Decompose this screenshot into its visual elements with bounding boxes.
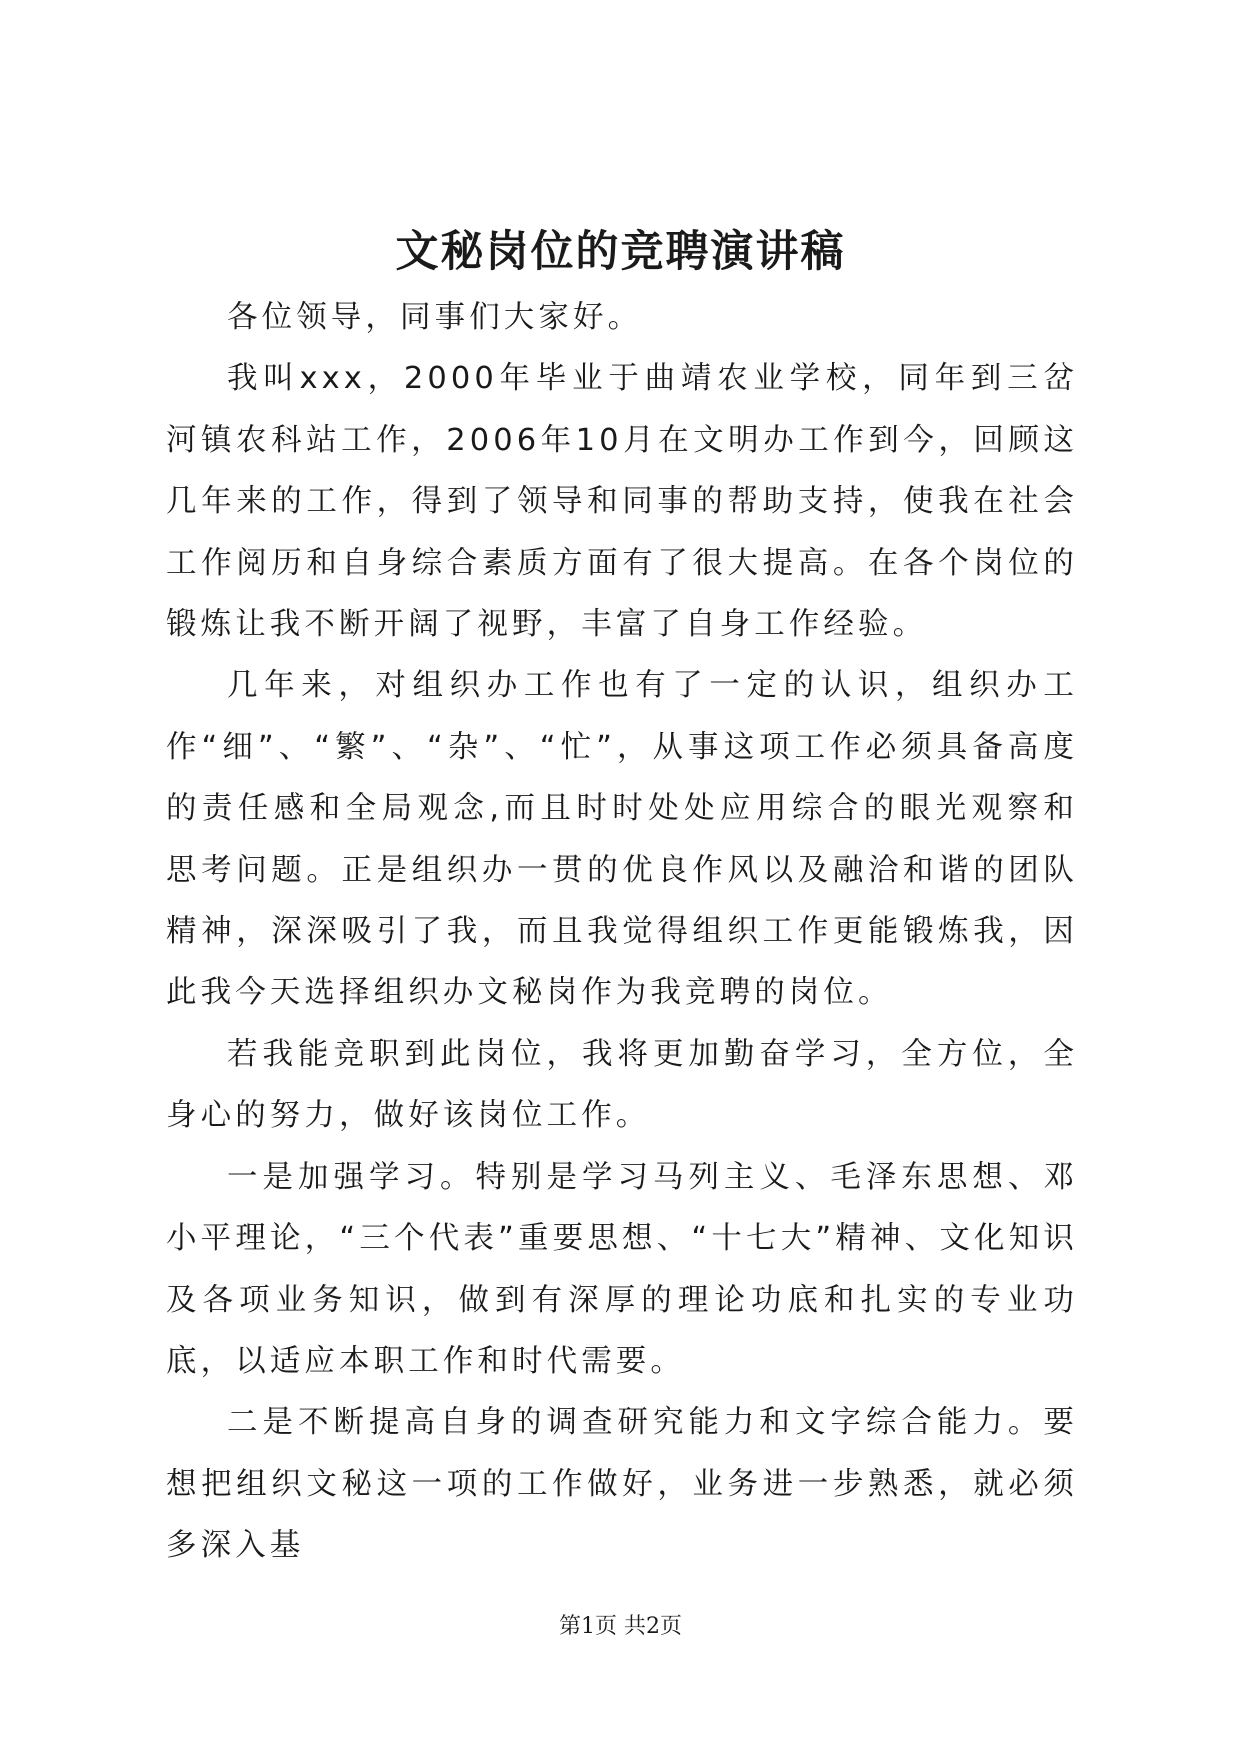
document-title: 文秘岗位的竞聘演讲稿	[395, 227, 846, 277]
paragraph: 一是加强学习。特别是学习马列主义、毛泽东思想、邓小平理论，“三个代表”重要思想、“十七大”精神、文化知识及各项业务知识，做到有深厚的理论功底和扎实的专业功底，以适应本职工作和时代需要。	[166, 1159, 1078, 1379]
document-body	[166, 287, 1078, 1577]
paragraph: 二是不断提高自身的调查研究能力和文字综合能力。要想把组织文秘这一项的工作做好，业务进一步熟悉，就必须多深入基	[166, 1405, 1078, 1564]
paragraph: 若我能竞职到此岗位，我将更加勤奋学习，全方位，全身心的努力，做好该岗位工作。	[166, 1036, 1078, 1134]
paragraph: 各位领导，同事们大家好。	[227, 300, 643, 335]
paragraph: 我叫xxx，2000年毕业于曲靖农业学校，同年到三岔河镇农科站工作，2006年10月在文明办工作到今，回顾这几年来的工作，得到了领导和同事的帮助支持，使我在社会工作阅历和自身综合素质方面有了很大提高。在各个岗位的锻炼让我不断开阔了视野，丰富了自身工作经验。	[166, 361, 1078, 643]
paragraph: 几年来，对组织办工作也有了一定的认识，组织办工作“细”、“繁”、“杂”、“忙”，从事这项工作必须具备高度的责任感和全局观念,而且时时处处应用综合的眼光观察和思考问题。正是组织办一贯的优良作风以及融洽和谐的团队精神，深深吸引了我，而且我觉得组织工作更能锻炼我，因此我今天选择组织办文秘岗作为我竞聘的岗位。	[166, 668, 1078, 1011]
page-footer: 第1页 共2页	[559, 1614, 682, 1639]
